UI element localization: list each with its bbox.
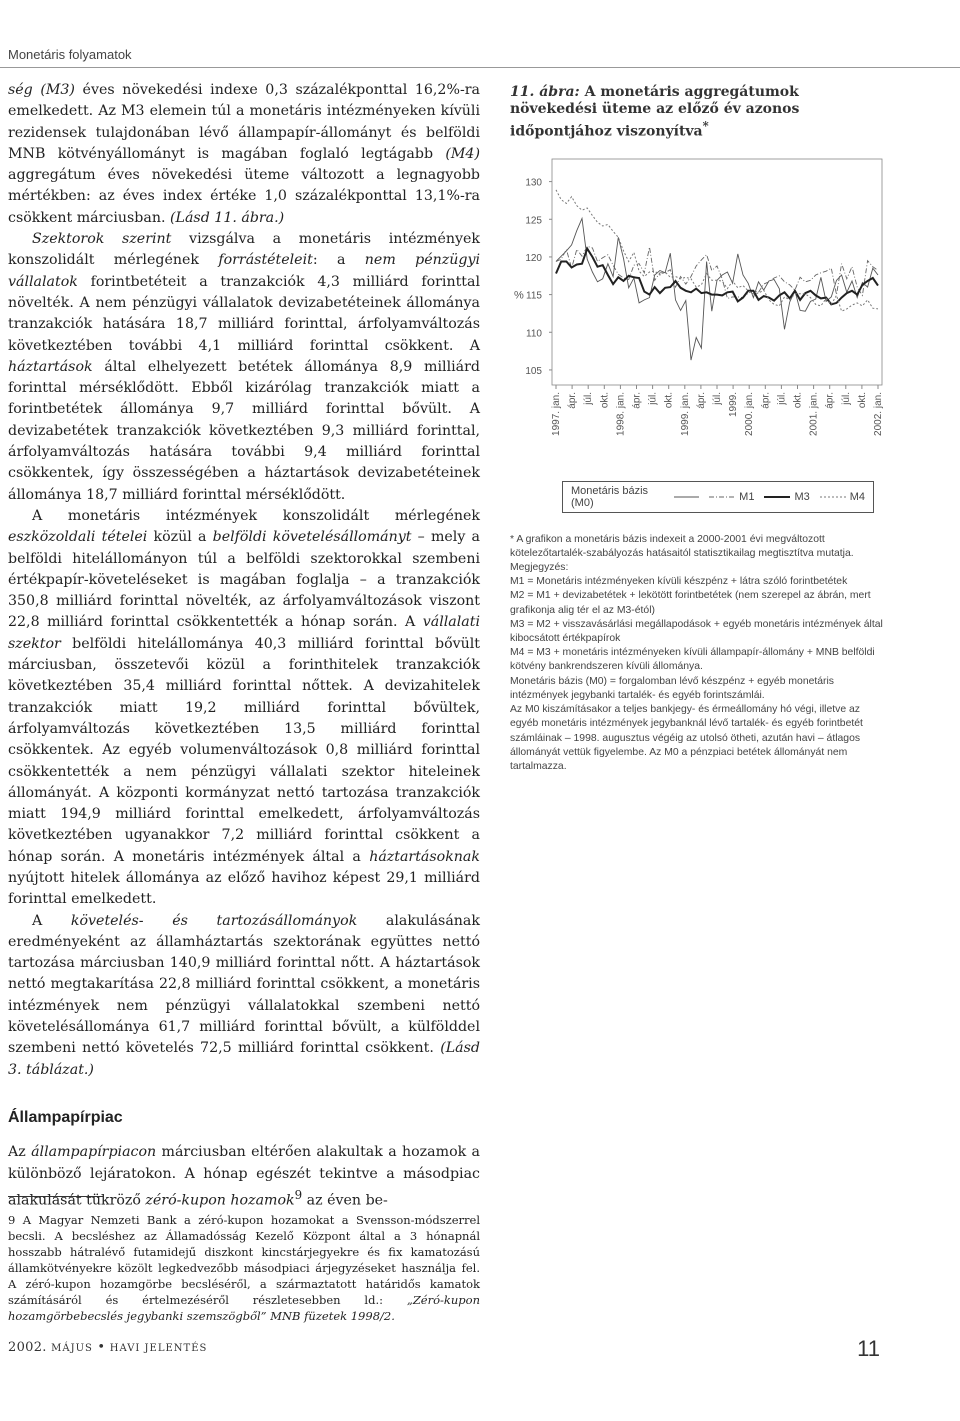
x-tick-label: júl. <box>776 391 788 405</box>
text-run: Szektorok szerint <box>32 231 172 248</box>
text-run: nyújtott hitelek állománya az előző havihoz képest 29,1 milliárd forinttal emelkedett. <box>8 869 480 908</box>
x-tick-label: júl. <box>647 391 659 405</box>
text-run: éves növekedési indexe 0,3 százalékponttal 16,2%-ra emelkedett. Az M3 elemein túl a monetáris intézményeken kívüli rezidensek tulajdonában lévő állampapír-állományt és belföldi MNB kötvényállományt is magában foglaló legtágabb <box>8 82 480 162</box>
text-run: belföldi követelésállományt <box>212 529 412 546</box>
x-tick-label: 2000. jan. <box>744 391 756 436</box>
section-title: Állampapírpiac <box>8 1108 123 1126</box>
footer-month: MÁJUS <box>51 1343 93 1354</box>
footnote-rule <box>8 1196 104 1197</box>
footer-bullet: • <box>97 1340 106 1355</box>
text-run: közül a <box>147 529 213 546</box>
text-run: nem pénzügyi vállalatok <box>8 252 481 290</box>
x-tick-label: okt. <box>663 391 675 408</box>
text-run: belföldi hitelállománya 40,3 milliárd forinttal bővült márciusban, összetevői közül a forinthitelek tranzakciók következtében 35,4 milliárd forinttal nőttek. A devizahitelek tranzakciók miatt 19,2 milliárd forinttal bővültek, árfolyamváltozás következtében 13,5 milliárd forinttal csökkentek. Az egyéb volumenváltozások 0,8 milliárd forinttal csökkentették a nem pénzügyi vállalati szektor hiteleinek állományát. A központi kormányzat nettó tartozása tranzakciók miatt 194,9 milliárd forinttal emelkedett, árfolyamváltozás következtében ugyanakkor 7,2 milliárd forinttal csökkent a hónap során. A monetáris intézmények által a <box>8 635 480 865</box>
x-tick-label: ápr. <box>760 391 772 409</box>
legend-label: Monetáris bázis (M0) <box>571 484 649 509</box>
figure-note-line: Monetáris bázis (M0) = forgalomban lévő készpénz + egyéb monetáris intézmények jegybanki tartalék- és egyéb forintszámlái. <box>510 675 835 701</box>
x-tick-label: 1999. <box>728 391 740 417</box>
legend-item <box>709 491 754 503</box>
x-tick-label: júl. <box>840 391 852 405</box>
legend-swatch <box>764 493 790 501</box>
series-line-m1 <box>556 246 878 298</box>
y-tick-label: 130 <box>525 177 542 189</box>
figure-11 <box>510 84 885 774</box>
legend-item <box>571 485 699 509</box>
text-run: „Zéró-kupon hozamgörbebecslés jegybanki szemszögből” MNB füzetek 1998/2. <box>8 1293 480 1323</box>
text-run: A monetáris intézmények konszolidált mérlegének <box>32 507 480 524</box>
text-run: (M4) <box>445 145 480 162</box>
text-run: : a <box>312 252 365 269</box>
chart-legend <box>562 481 874 513</box>
text-run: (Lásd 3. táblázat.) <box>8 1040 480 1078</box>
legend-label: M3 <box>794 490 810 503</box>
text-run: az éven be- <box>302 1192 388 1209</box>
text-run: által elhelyezett betétek állománya 8,9 milliárd forinttal mérséklődött. Ebből kizárólag tranzakciók miatt a forintbetétek állománya 9,7 milliárd forinttal bővült. A devizabetétek tranzakciók következtében 9,3 milliárd forinttal, árfolyamváltozás hatására további 9,4 milliárd forinttal csökkentek, így összességében a háztartások devizabetéteinek állománya 18,7 milliárd forinttal mérséklődött. <box>8 358 480 503</box>
figure-note-line: Az M0 kiszámításakor a teljes bankjegy- és érmeállomány hó végi, illetve az egyéb monetáris intézmények jegybanknál lévő tartalék- és egyéb forintbetét számláinak – 1998. augusztus végéig az utolsó ötheti, azután havi – átlagos állományát vettük figyelembe. Az M0 a pénzpiaci betétek állományát nem tartalmazza. <box>510 704 863 772</box>
text-run: 9 A Magyar Nemzeti Bank a zéró-kupon hozamokat a Svensson-módszerrel becsli. A becsléshez az Államadósság Kezelő Központ által a 3 hónapnál hosszabb hátralévő futamidejű diszkont kincstárjegyekre és fix kamatozású államkötvényekre közölt legkedvezőbb másodpiaci árjegyzéseket használja fel. A zéró-kupon hozamgörbe becsléséről, a származtatott határidős kamatok számításáról és értelmezéséről részletesebben ld.: <box>8 1213 480 1307</box>
x-tick-label: júl. <box>583 391 595 405</box>
legend-label: M1 <box>739 490 755 503</box>
x-tick-label: júl. <box>712 391 723 405</box>
legend-swatch <box>820 493 846 501</box>
x-tick-label: 1999. jan. <box>679 391 691 436</box>
running-head: Monetáris folyamatok <box>8 47 132 62</box>
y-tick-label: 110 <box>526 327 542 339</box>
header-rule <box>0 67 960 68</box>
x-tick-label: okt. <box>856 391 868 408</box>
series-line-m4 <box>556 190 878 311</box>
paragraph-4 <box>8 911 480 1081</box>
text-run: háztartásoknak <box>369 848 480 865</box>
text-run: 9 <box>294 1187 303 1202</box>
legend-item <box>764 491 809 503</box>
text-run: háztartások <box>8 358 93 375</box>
text-run: aggregátum éves növekedési üteme változott a legnagyobb mértékben: az éves index értéke 1,0 százalékponttal 13,1%-ra csökkent márciusban. <box>8 167 480 226</box>
text-run: állampapírpiacon <box>31 1144 157 1161</box>
line-chart <box>510 147 885 467</box>
paragraph-1 <box>8 80 480 229</box>
x-tick-label: 2002. jan. <box>873 391 884 436</box>
text-run: márciusban eltérően alakultak a hozamok a különböző lejáratokon. A hónap egészét tekintve a másodpiac alakulását tükröző <box>8 1144 481 1209</box>
x-tick-label: ápr. <box>824 391 836 409</box>
figure-notes <box>510 533 885 774</box>
x-tick-label: ápr. <box>567 391 579 409</box>
text-run: követelés- és tartozásállományok <box>70 912 358 929</box>
footer <box>8 1340 207 1355</box>
legend-label: M4 <box>849 490 865 503</box>
text-run: forrástételeit <box>218 252 313 269</box>
figure-note-line: M1 = Monetáris intézményeken kívüli készpénz + látra szóló forintbetétek <box>510 576 848 588</box>
y-tick-label: 125 <box>525 214 542 226</box>
footnote <box>8 1212 480 1324</box>
x-tick-label: ápr. <box>631 391 643 409</box>
chart-area <box>510 147 885 471</box>
text-run: zéró-kupon hozamok <box>145 1192 295 1209</box>
paragraph-3 <box>8 506 480 911</box>
text-run: alakulásának eredményeként az államháztartás szektorának együttes nettó tartozása márciusban 140,9 milliárd forinttal nőtt. A háztartások nettó megtakarítása 22,8 milliárd forinttal csökkent, a monetáris intézmények nem pénzügyi vállalatokkal szembeni nettó követelésállománya 61,7 milliárd forinttal bővült, a külfölddel szembeni nettó követelés 72,5 milliárd forinttal csökkent. <box>8 912 480 1057</box>
paragraph-2 <box>8 229 480 506</box>
figure-note-line: M4 = M3 + monetáris intézményeken kívüli állampapír-állomány + MNB belföldi kötvény bankrendszeren kívüli állománya. <box>510 647 875 673</box>
text-run: ség (M3) <box>8 82 75 98</box>
x-tick-label: okt. <box>599 391 611 408</box>
text-run: A <box>32 912 71 929</box>
figure-title-mark: * <box>702 119 709 133</box>
text-run: forintbetéteit a tranzakciók 4,3 milliárd forinttal növelték. A nem pénzügyi vállalatok devizabetéteinek állománya tranzakciók hatására 18,7 milliárd forinttal, árfolyamváltozás következtében további 4,1 milliárd forinttal csökkent. A <box>8 273 480 354</box>
figure-note-line: M2 = M1 + devizabetétek + lekötött forintbetétek (nem szerepel az ábrán, mert grafikonja alig tér el az M3-étól) <box>510 590 871 616</box>
page-number: 11 <box>857 1336 880 1361</box>
figure-note-line: M3 = M2 + visszavásárlási megállapodások + egyéb monetáris intézmények által kibocsátott értékpapírok <box>510 618 883 645</box>
text-run: eszközoldali tételei <box>8 529 148 546</box>
y-tick-label: 120 <box>525 252 542 264</box>
series-line-monet-ris-b-zis-m0- <box>556 218 878 360</box>
figure-number: 11. ábra: <box>510 84 580 100</box>
y-tick-label: 115 <box>526 290 542 302</box>
x-tick-label: okt. <box>792 391 804 408</box>
text-run: Az <box>8 1144 32 1161</box>
figure-note-line: Megjegyzés: <box>510 562 569 574</box>
footer-report: HAVI JELENTÉS <box>109 1343 208 1354</box>
figure-title-text: A monetáris aggregátumok növekedési üteme az előző év azonos időpontjához viszonyítva <box>510 84 800 140</box>
legend-swatch <box>709 493 735 501</box>
text-run: (Lásd 11. ábra.) <box>170 209 285 226</box>
legend-swatch <box>674 493 699 501</box>
y-axis-label: % <box>514 289 524 302</box>
x-tick-label: 1998. jan. <box>615 391 627 436</box>
figure-title <box>510 84 885 141</box>
y-tick-label: 105 <box>525 365 542 377</box>
legend-item <box>820 491 865 503</box>
x-tick-label: 2001. jan. <box>808 391 820 436</box>
x-tick-label: ápr. <box>695 391 707 409</box>
paragraph-5 <box>8 1142 480 1212</box>
text-run: – mely a belföldi hitelállományon túl a belföldi szektorokkal szembeni értékpapír-követeléseket is magában foglalja – a tranzakciók 350,8 milliárd forinttal növelték, az árfolyamváltozások viszont 22,8 milliárd forinttal csökkentették a hónap során. A <box>8 529 480 631</box>
x-tick-label: 1997. jan. <box>551 391 562 436</box>
text-run: vizsgálva a monetáris intézmények konszolidált mérlegének <box>8 231 480 269</box>
main-text-column <box>8 80 480 1212</box>
footer-year: 2002. <box>8 1340 47 1355</box>
text-run: vállalati szektor <box>8 614 480 652</box>
figure-note-line: * A grafikon a monetáris bázis indexeit a 2000-2001 évi megváltozott kötelezőtartalék-szabályozás hatásaitól statisztikailag megtisztítva mutatja. <box>510 533 854 559</box>
